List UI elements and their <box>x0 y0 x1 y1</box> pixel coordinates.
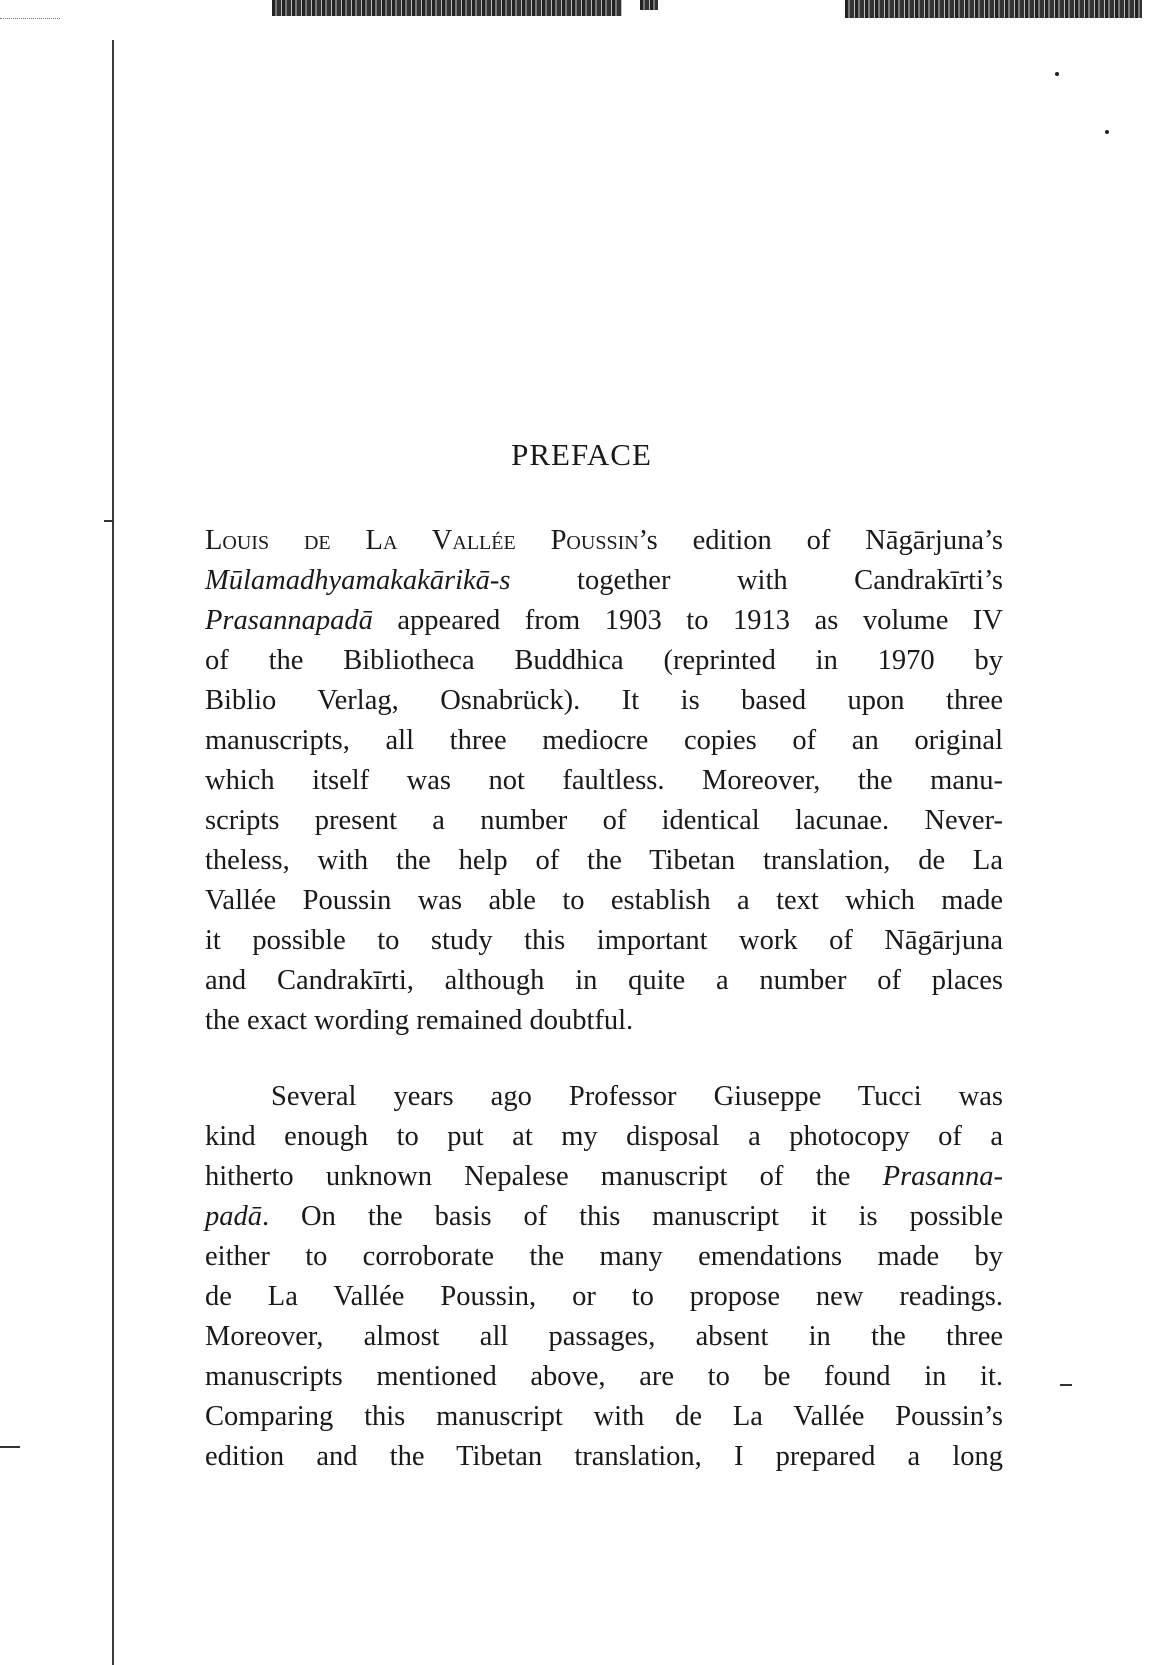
scan-speck <box>1055 72 1059 76</box>
text-line: Prasannapadā appeared from 1903 to 1913 as volume IV <box>205 605 1003 636</box>
text-line: of the Bibliotheca Buddhica (reprinted in 1970 by <box>205 645 1003 676</box>
text-line: Vallée Poussin was able to establish a text which made <box>205 885 1003 916</box>
text-line: kind enough to put at my disposal a photocopy of a <box>205 1121 1003 1152</box>
text-line: Comparing this manuscript with de La Vallée Poussin’s <box>205 1401 1003 1432</box>
text-line: Several years ago Professor Giuseppe Tucci was <box>271 1081 1003 1112</box>
text-line: edition and the Tibetan translation, I prepared a long <box>205 1441 1003 1472</box>
text-line: either to corroborate the many emendations made by <box>205 1241 1003 1272</box>
scan-bar-artifact <box>272 0 622 16</box>
text-line: manuscripts mentioned above, are to be found in it. <box>205 1361 1003 1392</box>
text-line: the exact wording remained doubtful. <box>205 1005 634 1036</box>
text-line: it possible to study this important work of Nāgārjuna <box>205 925 1003 956</box>
scan-tick <box>104 520 114 522</box>
text-line: hitherto unknown Nepalese manuscript of the Prasanna- <box>205 1161 1003 1192</box>
text-line: manuscripts, all three mediocre copies of an original <box>205 725 1003 756</box>
scan-bar-artifact <box>640 0 658 10</box>
text-line: and Candrakīrti, although in quite a number of places <box>205 965 1003 996</box>
text-line: scripts present a number of identical lacunae. Never- <box>205 805 1003 836</box>
scan-tick <box>0 1446 20 1448</box>
scan-edge-artifact <box>0 0 60 19</box>
work-title: Prasannapadā <box>205 605 373 636</box>
scan-bar-artifact <box>845 0 1142 18</box>
text-line: Moreover, almost all passages, absent in the three <box>205 1321 1003 1352</box>
work-title: padā <box>205 1201 262 1232</box>
text-line: padā. On the basis of this manuscript it is possible <box>205 1201 1003 1232</box>
binding-margin-line <box>112 40 114 1665</box>
text-line: Biblio Verlag, Osnabrück). It is based upon three <box>205 685 1003 716</box>
text-line: de La Vallée Poussin, or to propose new readings. <box>205 1281 1003 1312</box>
scan-tick <box>1060 1384 1072 1386</box>
text-line: Louis de La Vallée Poussin’s edition of Nāgārjuna’s <box>205 525 1003 556</box>
text-line: which itself was not faultless. Moreover, the manu- <box>205 765 1003 796</box>
author-name: Louis de La Vallée Poussin <box>205 525 639 556</box>
work-title: Prasanna- <box>882 1161 1003 1192</box>
work-title: Mūlamadhyamakakārikā-s <box>205 565 511 596</box>
scan-speck <box>1105 130 1109 134</box>
page-title: PREFACE <box>511 437 652 472</box>
text-line: Mūlamadhyamakakārikā-s together with Candrakīrti’s <box>205 565 1003 596</box>
text-line: theless, with the help of the Tibetan translation, de La <box>205 845 1003 876</box>
